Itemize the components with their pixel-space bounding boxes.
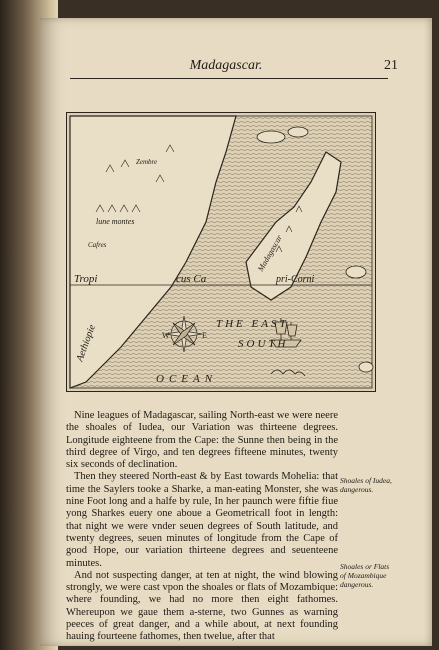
island [346,266,366,278]
label-madagascar: Madagascar [255,233,284,273]
label-the-east: THE EAST [216,318,289,330]
margin-note-shoales-mozambique: Shoales or Flats of Mozambique dangerous. [340,562,390,589]
island [359,362,373,372]
body-text [66,410,338,644]
header-rule [70,78,388,79]
island [288,127,308,137]
paragraph: Then they steered North-east & by East towards Mohelia: that time the Saylers tooke a Sharke, a man-eating Monster, she was nine Foot long and a halfe by rule, In her paunch were fiftie fiue yong Sharkes euery one aboue a Geometricall foot in length: that night we were vnder seuen degrees of South latitude, and twenty degrees, seuen minutes of longitude from the Cape of good Hope, our variation thirteene degrees and seuenteene minutes. [66,471,338,569]
label-lune-montes: lune montes [96,217,135,226]
map-engraving [66,112,376,392]
island [257,131,285,143]
label-ocean: OCEAN [156,373,218,385]
page-number: 21 [384,58,398,73]
label-south: SOUTH [238,338,289,350]
label-tropic-right: pri-Corni [276,274,315,285]
paragraph: And not suspecting danger, at ten at night, the wind blowing strongly, we were cast vpon the shoales or flats of Mozambique: where founding, we had no more then eight fathomes. Whereupon we gaue them a-sterne, two Gunnes as warning peeces of great danger, and a while about, at next founding hauing fourteene fathomes, then twelue, after that [66,569,338,643]
label-wind-e: E [202,331,207,340]
label-tropic-left: Tropi [74,273,98,285]
paragraph: Nine leagues of Madagascar, sailing North-east we were neere the shoales of Iudea, our Variation was thirteene degrees. Longitude eighteene from the Cape: the Sunne then being in the third degree of Virgo, and ten degrees fifteene minutes, twenty six seconds of declination. [66,410,338,471]
label-cafres: Cafres [88,241,107,249]
label-zembre: Zembre [136,158,158,166]
label-wind-w: W [162,331,170,340]
label-aethiopia: Aethiopie [74,323,98,364]
margin-note-shoales-iudea: Shoales of Iudea, dangerous. [340,476,392,494]
page-title: Madagascar. [189,58,263,73]
label-tropic-mid: cus Ca [176,273,207,285]
running-head [76,58,398,78]
